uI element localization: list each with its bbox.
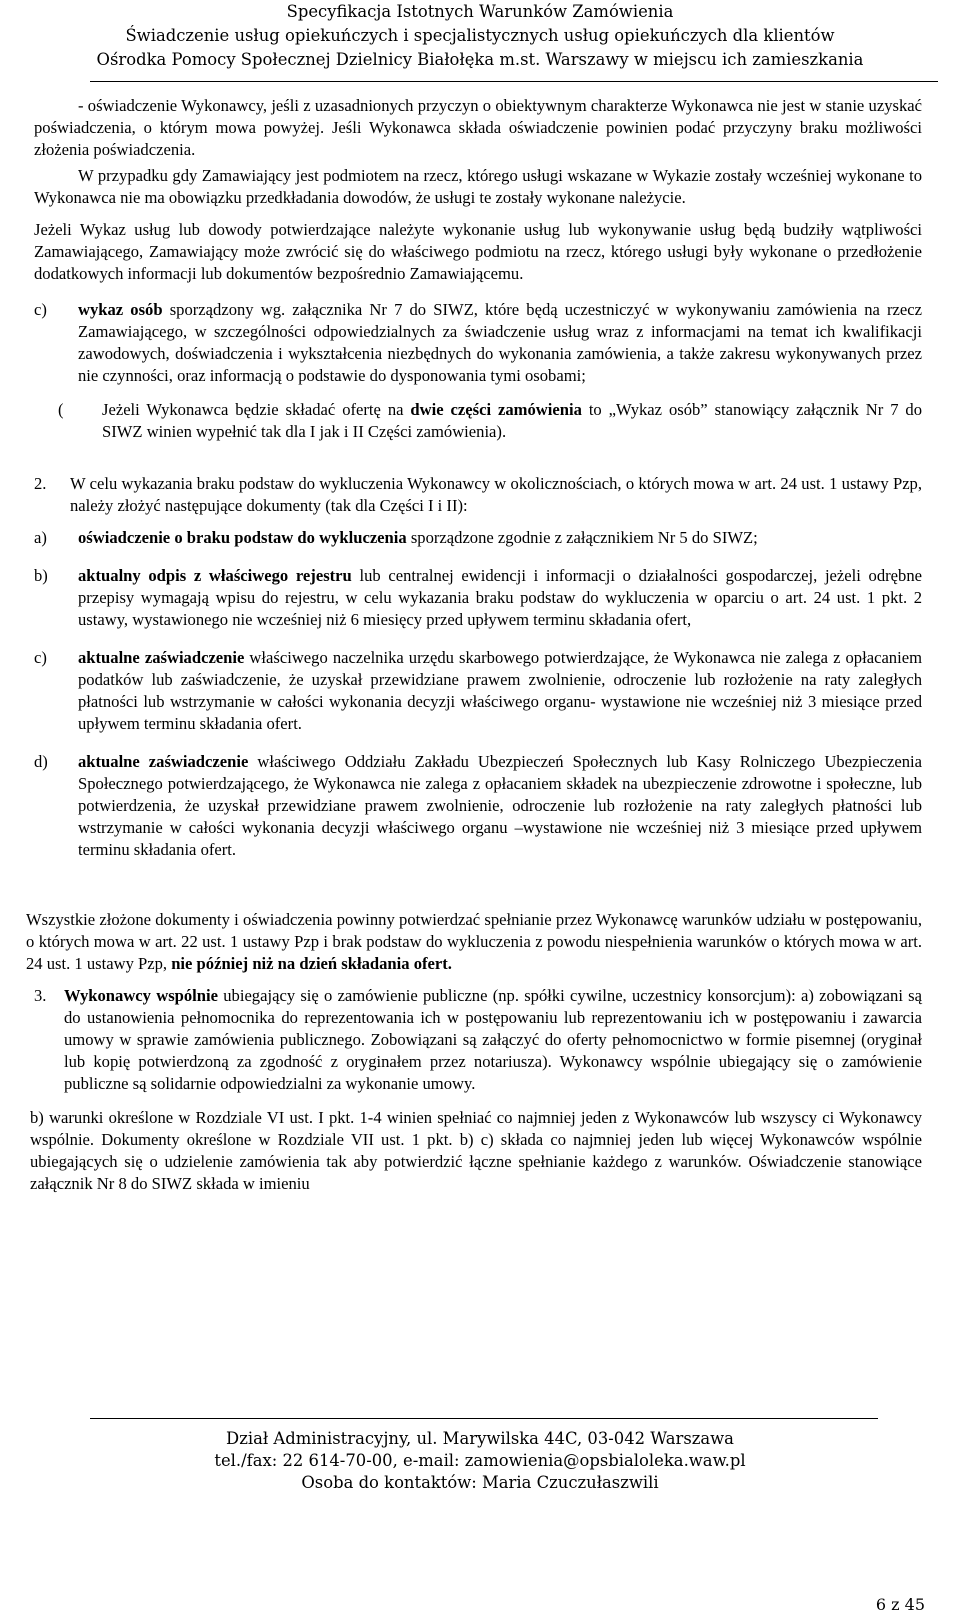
section-2 xyxy=(34,473,922,517)
bold-term: nie później niż na dzień składania ofert. xyxy=(171,954,452,973)
paragraph-3b: b) warunki określone w Rozdziale VI ust. I pkt. 1-4 winien spełniać co najmniej jeden z Wykonawców lub wszyscy ci Wykonawcy wspólnie. Dokumenty określone w Rozdziale VII ust. 1 pkt. b) c) składa co najmniej jeden lub więcej Wykonawców wspólnie ubiegających się o udzielenie zamówienia tak aby potwierdzić łączne spełnianie każdego z warunków. Oświadczenie stanowiące załącznik Nr 8 do SIWZ składa w imieniu xyxy=(30,1108,922,1193)
page-header xyxy=(0,0,960,72)
bold-term: Wykonawcy wspólnie xyxy=(64,986,218,1005)
note-paren: ( xyxy=(58,400,64,419)
list-label: d) xyxy=(34,752,48,771)
list-item-b xyxy=(34,565,922,631)
header-subtitle: Świadczenie usług opiekuńczych i specjalistycznych usług opiekuńczych dla klientów xyxy=(125,26,835,45)
paragraph-text: Wszystkie złożone dokumenty i oświadczenia powinny potwierdzać spełnianie przez Wykonawcę warunków udziału w postępowaniu, o których mowa w art. 22 ust. 1 ustawy Pzp i brak podstaw do wykluczenia z powodu niespełnienia warunków o których mowa w art. 24 ust. 1 ustawy Pzp, xyxy=(26,910,922,973)
list-text: sporządzone zgodnie z załącznikiem Nr 5 do SIWZ; xyxy=(406,528,758,547)
list-text: właściwego Oddziału Zakładu Ubezpieczeń Społecznych lub Kasy Rolniczego Ubezpieczenia Społecznego potwierdzającego, że Wykonawca nie zalega z opłacaniem składek na ubezpieczenie zdrowotne i społeczne, lub potwierdzenia, że uzyskał przewidziane prawem zwolnienie, odroczenie lub rozłożenie na raty zaległych płatności lub wstrzymanie w całości wykonania decyzji właściwego organu –wystawione nie wcześniej niż 3 miesiące przed upływem terminu składania ofert. xyxy=(78,752,922,859)
section-text: W celu wykazania braku podstaw do wykluczenia Wykonawcy w okolicznościach, o których mowa w art. 24 ust. 1 ustawy Pzp, należy złożyć następujące dokumenty (tak dla Części I i II): xyxy=(70,474,922,515)
paragraph-all-documents xyxy=(26,909,922,975)
paragraph-case: W przypadku gdy Zamawiający jest podmiotem na rzecz, którego usługi wskazane w Wykazie zostały wcześniej wykonane to Wykonawca nie ma obowiązku przedkładania dowodów, że usługi te zostały wykonane należycie. xyxy=(34,166,922,207)
page-number: 6 z 45 xyxy=(875,1595,925,1614)
paragraph-dash: - oświadczenie Wykonawcy, jeśli z uzasadnionych przyczyn o obiektywnym charakterze Wykonawca nie jest w stanie uzyskać poświadczenia, o którym mowa powyżej. Jeśli Wykonawca składa oświadczenie powinien podać przyczyny braku możliwości złożenia poświadczenia. xyxy=(34,96,922,159)
note-paragraph xyxy=(34,399,922,443)
paragraph-doubts: Jeżeli Wykaz usług lub dowody potwierdzające należyte wykonanie usług lub wykonywanie usług będą budziły wątpliwości Zamawiającego, Zamawiający może zwrócić się do właściwego podmiotu na rzecz, którego usługi były wykonane o przedłożenie dodatkowych informacji lub dokumentów bezpośrednio Zamawiającemu. xyxy=(34,220,922,283)
list-label: c) xyxy=(34,300,47,319)
note-text-2: to „Wykaz osób” stanowiący załącznik Nr 7 do SIWZ winien wypełnić tak dla I jak i II Części zamówienia). xyxy=(102,400,923,441)
bold-term: wykaz osób xyxy=(78,300,163,319)
list-text: właściwego naczelnika urzędu skarbowego potwierdzające, że Wykonawca nie zalega z opłacaniem podatków lub zaświadczenie, że uzyskał przewidziane prawem zwolnienie, odroczenie lub rozłożenie na raty zaległych płatności lub wstrzymanie w całości wykonania decyzji właściwego organu- wystawione nie wcześniej niż 3 miesiące przed upływem terminu składania ofert. xyxy=(78,648,922,733)
header-divider xyxy=(90,81,938,82)
list-item-d xyxy=(34,751,922,861)
section-text: ubiegający się o zamówienie publiczne (np. spółki cywilne, uczestnicy konsorcjum): a) zobowiązani są do ustanowienia pełnomocnika do reprezentowania ich w postępowaniu lub reprezentowaniu ich w postępowaniu i zawarcia umowy w sprawie zamówienia publicznego. Zobowiązani są załączyć do oferty pełnomocnictwo w formie pisemnej (oryginał lub kopię potwierdzoną za zgodność z oryginałem przez notariusza). Wykonawcy wspólnie ubiegający się o zamówienie publiczne są solidarnie odpowiedzialni za wykonanie umowy. xyxy=(64,986,922,1093)
list-label: b) xyxy=(34,566,48,585)
bold-term: dwie części zamówienia xyxy=(410,400,582,419)
bold-term: oświadczenie o braku podstaw do wykluczenia xyxy=(78,528,407,547)
footer-person: Osoba do kontaktów: Maria Czuczułaszwili xyxy=(301,1473,659,1492)
list-text: sporządzony wg. załącznika Nr 7 do SIWZ, które będą uczestniczyć w wykonywaniu zamówienia na rzecz Zamawiającego, w szczególności odpowiedzialnych za świadczenie usług wraz z informacjami na temat ich kwalifikacji zawodowych, doświadczenia i wykształcenia niezbędnych do wykonania zamówienia, a także zakresu wykonywanych przez nie czynności, oraz informacją o podstawie do dysponowania tymi osobami; xyxy=(78,300,922,385)
bold-term: aktualny odpis z właściwego rejestru xyxy=(78,566,352,585)
list-text: lub centralnej ewidencji i informacji o działalności gospodarczej, jeżeli odrębne przepisy wymagają wpisu do rejestru, w celu wykazania braku podstaw do wykluczenia w oparciu o art. 24 ust. 1 pkt. 2 ustawy, wystawionego nie wcześniej niż 6 miesięcy przed upływem terminu składania ofert, xyxy=(78,566,922,629)
list-item-c xyxy=(34,299,922,387)
header-subtitle-2: Ośrodka Pomocy Społecznej Dzielnicy Białołęka m.st. Warszawy w miejscu ich zamieszkania xyxy=(96,50,864,69)
page-footer xyxy=(0,1428,960,1494)
section-number: 3. xyxy=(34,986,47,1005)
footer-divider xyxy=(90,1418,878,1419)
header-title: Specyfikacja Istotnych Warunków Zamówienia xyxy=(286,2,674,21)
section-number: 2. xyxy=(34,474,47,493)
section-3 xyxy=(34,985,922,1095)
document-body xyxy=(26,95,923,1195)
bold-term: aktualne zaświadczenie xyxy=(78,648,245,667)
list-label: a) xyxy=(34,528,47,547)
list-label: c) xyxy=(34,648,47,667)
list-item-c2 xyxy=(34,647,922,735)
footer-contact: tel./fax: 22 614-70-00, e-mail: zamowienia@opsbialoleka.waw.pl xyxy=(214,1451,746,1470)
list-item-a xyxy=(34,527,922,549)
note-text: Jeżeli Wykonawca będzie składać ofertę na xyxy=(102,400,411,419)
footer-address: Dział Administracyjny, ul. Marywilska 44C, 03-042 Warszawa xyxy=(226,1429,734,1448)
bold-term: aktualne zaświadczenie xyxy=(78,752,249,771)
